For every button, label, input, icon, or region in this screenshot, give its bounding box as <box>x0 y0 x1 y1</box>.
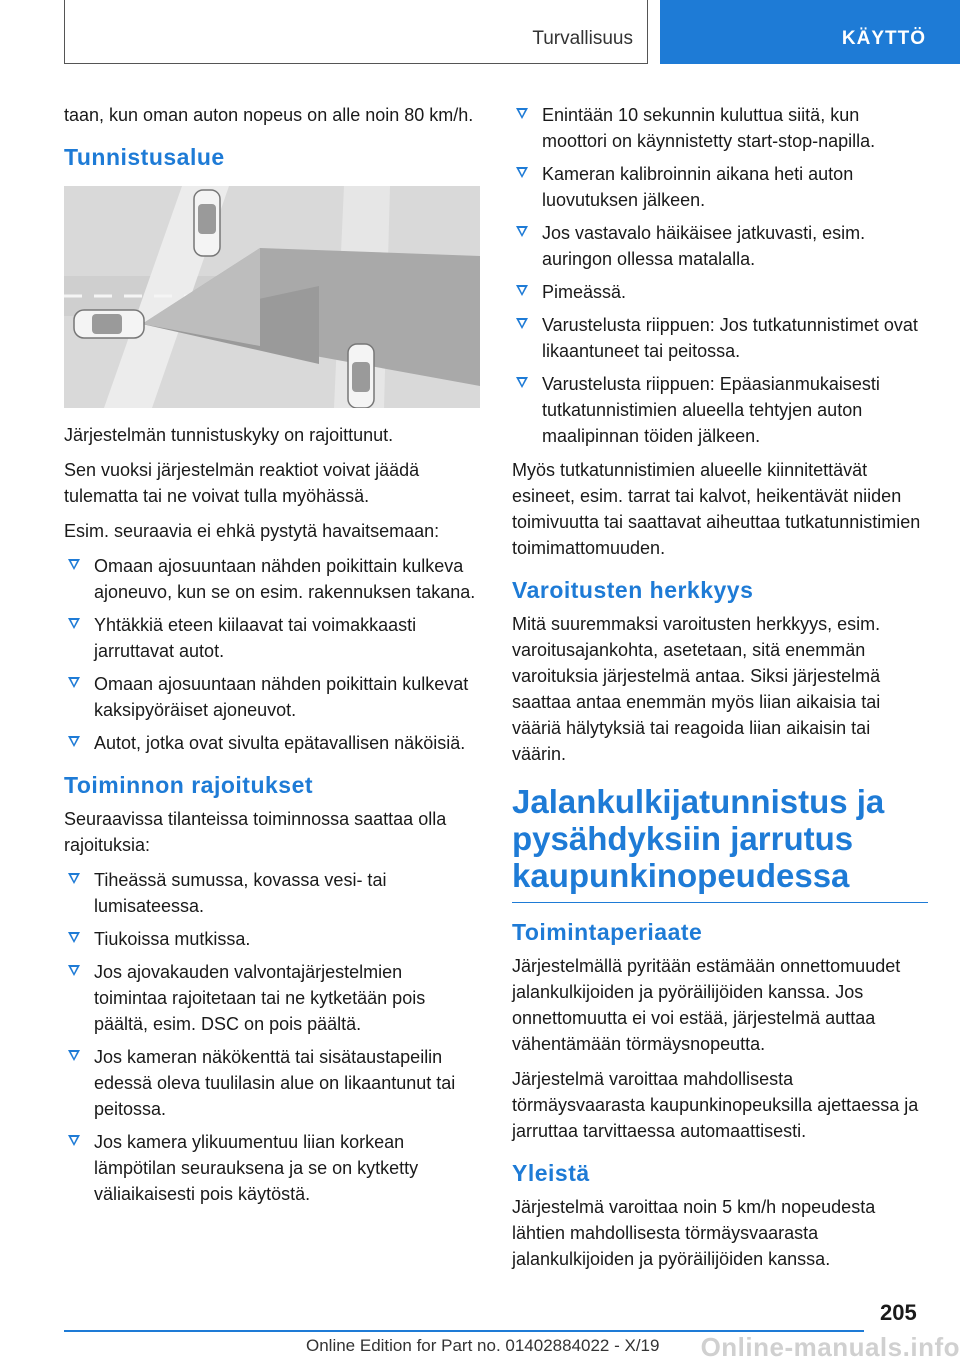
triangle-bullet-icon <box>68 559 80 570</box>
list-item: Tiheässä sumussa, kovassa vesi- tai lumisateessa. <box>64 867 480 919</box>
right-column <box>512 102 928 1281</box>
ego-car <box>74 310 144 338</box>
list-item: Yhtäkkiä eteen kiilaavat tai voimakkaasti jarruttavat autot. <box>64 612 480 664</box>
crossing-car <box>194 190 220 256</box>
triangle-bullet-icon <box>516 167 528 178</box>
list-item: Jos ajovakauden valvontajärjestelmien toimintaa rajoitetaan tai ne kytketään pois päältä, esim. DSC on pois päältä. <box>64 959 480 1037</box>
principle-heading: Toimintaperiaate <box>512 919 703 945</box>
triangle-bullet-icon <box>68 873 80 884</box>
header-section-box <box>64 0 648 64</box>
detection-paragraph-1: Järjestelmän tunnistuskyky on rajoittunut. <box>64 425 394 445</box>
detection-area-illustration <box>64 186 480 408</box>
triangle-bullet-icon <box>68 618 80 629</box>
detection-list <box>64 553 480 756</box>
page-number: 205 <box>880 1300 917 1325</box>
triangle-bullet-icon <box>516 285 528 296</box>
detection-heading: Tunnistusalue <box>64 144 225 170</box>
sensitivity-paragraph: Mitä suuremmaksi varoitusten herkkyys, esim. varoitusajankohta, asetetaan, sitä enemmän varoituksia järjestelmä antaa. Siksi järjestelmä saattaa antaa enemmän myös liian aikaisia tai vääriä hälytyksiä tai reagoida liian aikaisin tai väärin. <box>512 614 881 764</box>
list-item: Jos kameran näkökenttä tai sisätaustapeilin edessä oleva tuulilasin alue on likaantunut tai peitossa. <box>64 1044 480 1122</box>
limits-list-continued <box>512 102 928 449</box>
principle-paragraph-2: Järjestelmä varoittaa mahdollisesta törmäysvaarasta kaupunkinopeuksilla ajettaessa ja jarruttaa tarvittaessa automaattisesti. <box>512 1069 919 1141</box>
detection-paragraph-2: Sen vuoksi järjestelmän reaktiot voivat jäädä tulematta tai ne voivat tulla myöhässä. <box>64 460 420 506</box>
limits-list <box>64 867 480 1207</box>
list-item: Tiukoissa mutkissa. <box>64 926 480 952</box>
watermark: Online-manuals.info <box>700 1332 960 1362</box>
principle-paragraph-1: Järjestelmällä pyritään estämään onnettomuudet jalankulkijoiden ja pyöräilijöiden kanssa. Jos onnettomuutta ei voi estää, järjestelmä auttaa vähentämään törmäysnopeutta. <box>512 956 901 1054</box>
list-item: Autot, jotka ovat sivulta epätavallisen näköisiä. <box>64 730 480 756</box>
list-item: Jos kamera ylikuumentuu liian korkean lämpötilan seurauksena ja se on kytketty väliaikaisesti pois käytöstä. <box>64 1129 480 1207</box>
list-item: Jos vastavalo häikäisee jatkuvasti, esim. auringon ollessa matalalla. <box>512 220 928 272</box>
limits-paragraph: Seuraavissa tilanteissa toiminnossa saattaa olla rajoituksia: <box>64 809 447 855</box>
list-item: Varustelusta riippuen: Jos tutkatunnistimet ovat likaantuneet tai peitossa. <box>512 312 928 364</box>
list-item: Omaan ajosuuntaan nähden poikittain kulkevat kaksipyöräiset ajoneuvot. <box>64 671 480 723</box>
triangle-bullet-icon <box>68 677 80 688</box>
intro-paragraph: taan, kun oman auton nopeus on alle noin 80 km/h. <box>64 105 474 125</box>
triangle-bullet-icon <box>68 965 80 976</box>
header-chapter-tab <box>660 0 960 64</box>
main-section-heading: Jalankulkijatunnistus ja pysähdyksiin jarrutus kaupunkinopeudessa <box>512 783 928 903</box>
left-column <box>64 102 480 1215</box>
triangle-bullet-icon <box>516 108 528 119</box>
sensitivity-heading: Varoitusten herkkyys <box>512 577 754 603</box>
triangle-bullet-icon <box>516 377 528 388</box>
list-item: Varustelusta riippuen: Epäasianmukaisesti tutkatunnistimien alueella tehtyjen auton maalipinnan töiden jälkeen. <box>512 371 928 449</box>
list-item: Pimeässä. <box>512 279 928 305</box>
list-item: Enintään 10 sekunnin kuluttua siitä, kun moottori on käynnistetty start-stop-napilla. <box>512 102 928 154</box>
triangle-bullet-icon <box>68 736 80 747</box>
triangle-bullet-icon <box>68 1050 80 1061</box>
triangle-bullet-icon <box>516 226 528 237</box>
list-item: Kameran kalibroinnin aikana heti auton luovutuksen jälkeen. <box>512 161 928 213</box>
sensor-paragraph: Myös tutkatunnistimien alueelle kiinnitettävät esineet, esim. tarrat tai kalvot, heikentävät niiden toimivuutta tai saattavat aiheuttaa tutkatunnistimien toimimattomuuden. <box>512 460 921 558</box>
general-paragraph: Järjestelmä varoittaa noin 5 km/h nopeudesta lähtien mahdollisesta törmäysvaarasta jalankulkijoiden ja pyöräilijöiden kanssa. <box>512 1197 876 1269</box>
general-heading: Yleistä <box>512 1160 590 1186</box>
triangle-bullet-icon <box>516 318 528 329</box>
list-item: Omaan ajosuuntaan nähden poikittain kulkeva ajoneuvo, kun se on esim. rakennuksen takana. <box>64 553 480 605</box>
limits-heading: Toiminnon rajoitukset <box>64 772 314 798</box>
detection-paragraph-3: Esim. seuraavia ei ehkä pystytä havaitsemaan: <box>64 521 440 541</box>
triangle-bullet-icon <box>68 932 80 943</box>
footer-edition: Online Edition for Part no. 01402884022 - X/19 <box>306 1336 660 1355</box>
header-section-title: Turvallisuus <box>532 28 633 49</box>
triangle-bullet-icon <box>68 1135 80 1146</box>
header-chapter-label: KÄYTTÖ <box>841 28 926 49</box>
oncoming-car <box>348 344 374 408</box>
